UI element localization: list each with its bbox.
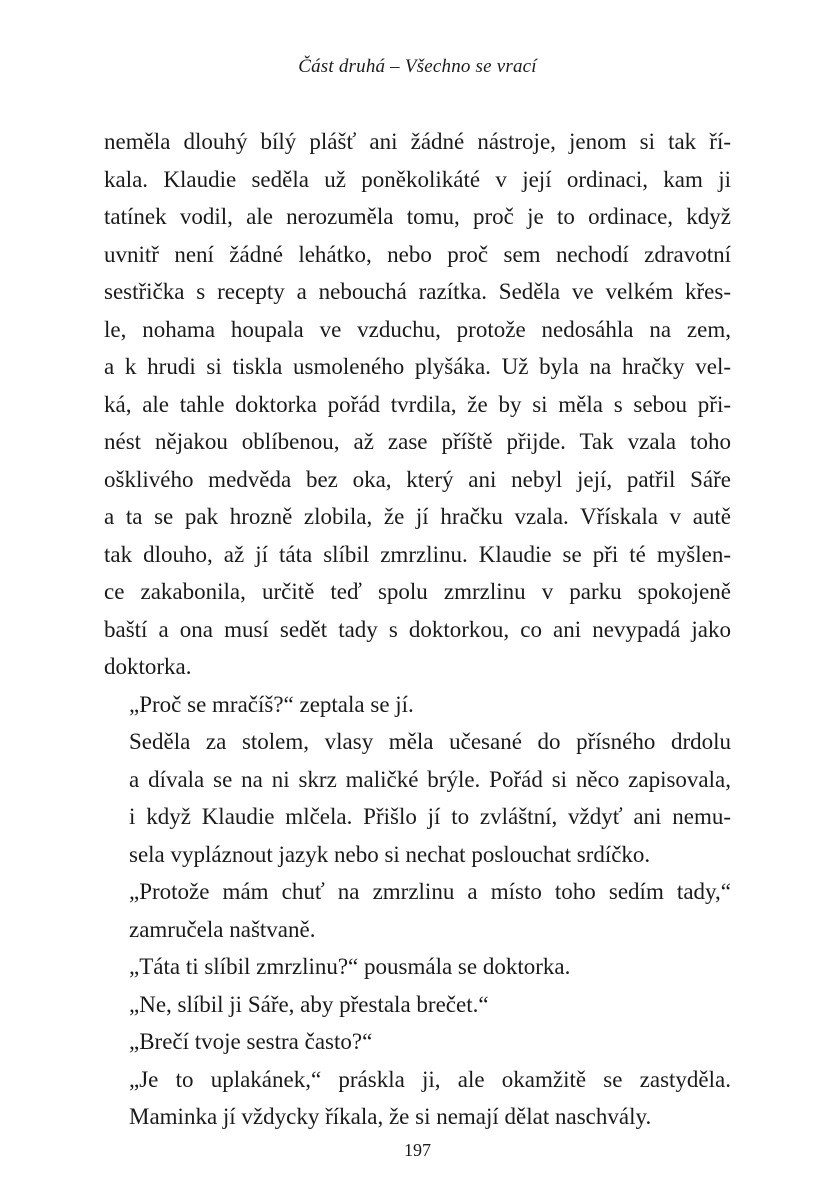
text-line: baští a ona musí sedět tady s doktorkou, co ani nevypadá jako: [104, 616, 731, 642]
paragraph: [104, 1061, 731, 1136]
text-line: zamručela naštvaně.: [129, 916, 316, 942]
text-line: ce zakabonila, určitě teď spolu zmrzlinu v parku spokojeně: [104, 579, 731, 604]
text-line: ošklivého medvěda bez oka, který ani nebyl její, patřil Sáře: [104, 466, 731, 492]
text-line: le, nohama houpala ve vzduchu, protože nedosáhla na zem,: [104, 316, 731, 342]
paragraph: [104, 723, 731, 873]
running-head: Část druhá – Všechno se vrací: [298, 56, 537, 77]
text-line: „Táta ti slíbil zmrzlinu?“ pousmála se doktorka.: [129, 954, 571, 979]
text-line: sestřička s recepty a nebouchá razítka. Seděla ve velkém křes-: [104, 279, 731, 304]
paragraph: [104, 873, 731, 948]
text-line: „Protože mám chuť na zmrzlinu a místo toho sedím tady,“: [129, 879, 731, 904]
text-line: tatínek vodil, ale nerozuměla tomu, proč je to ordinace, když: [104, 204, 731, 229]
text-line: „Je to uplakánek,“ práskla ji, ale okamžitě se zastyděla.: [129, 1066, 731, 1092]
page-number: 197: [404, 1140, 431, 1160]
text-line: i když Klaudie mlčela. Přišlo jí to zvláštní, vždyť ani nemu-: [129, 804, 731, 829]
text-line: a dívala se na ni skrz maličké brýle. Pořád si něco zapisovala,: [129, 766, 731, 792]
paragraph: [104, 986, 731, 1024]
text-line: „Proč se mračíš?“ zeptala se jí.: [129, 691, 414, 717]
text-line: uvnitř není žádné lehátko, nebo proč sem nechodí zdravotní: [104, 241, 731, 267]
text-line: Maminka jí vždycky říkala, že si nemají dělat naschvály.: [129, 1104, 652, 1129]
text-line: Seděla za stolem, vlasy měla učesané do přísného drdolu: [129, 729, 731, 754]
text-line: neměla dlouhý bílý plášť ani žádné nástroje, jenom si tak ří-: [104, 129, 731, 154]
text-line: sela vypláznout jazyk nebo si nechat poslouchat srdíčko.: [129, 841, 651, 867]
paragraph: [104, 1023, 731, 1061]
text-line: „Brečí tvoje sestra často?“: [129, 1029, 373, 1054]
text-line: kala. Klaudie seděla už poněkolikáté v její ordinaci, kam ji: [104, 166, 731, 192]
text-line: tak dlouho, až jí táta slíbil zmrzlinu. Klaudie se při té myšlen-: [104, 541, 731, 567]
paragraph: [104, 686, 731, 724]
paragraph: [104, 948, 731, 986]
text-line: nést nějakou oblíbenou, až zase příště přijde. Tak vzala toho: [104, 429, 731, 454]
text-line: a ta se pak hrozně zlobila, že jí hračku vzala. Vřískala v autě: [104, 504, 731, 529]
text-line: doktorka.: [104, 654, 192, 679]
body-text: [104, 123, 731, 1136]
text-line: „Ne, slíbil ji Sáře, aby přestala brečet.“: [129, 991, 489, 1017]
paragraph: [104, 123, 731, 686]
text-line: a k hrudi si tiskla usmoleného plyšáka. Už byla na hračky vel-: [104, 354, 731, 379]
text-line: ká, ale tahle doktorka pořád tvrdila, že by si měla s sebou při-: [104, 391, 731, 417]
